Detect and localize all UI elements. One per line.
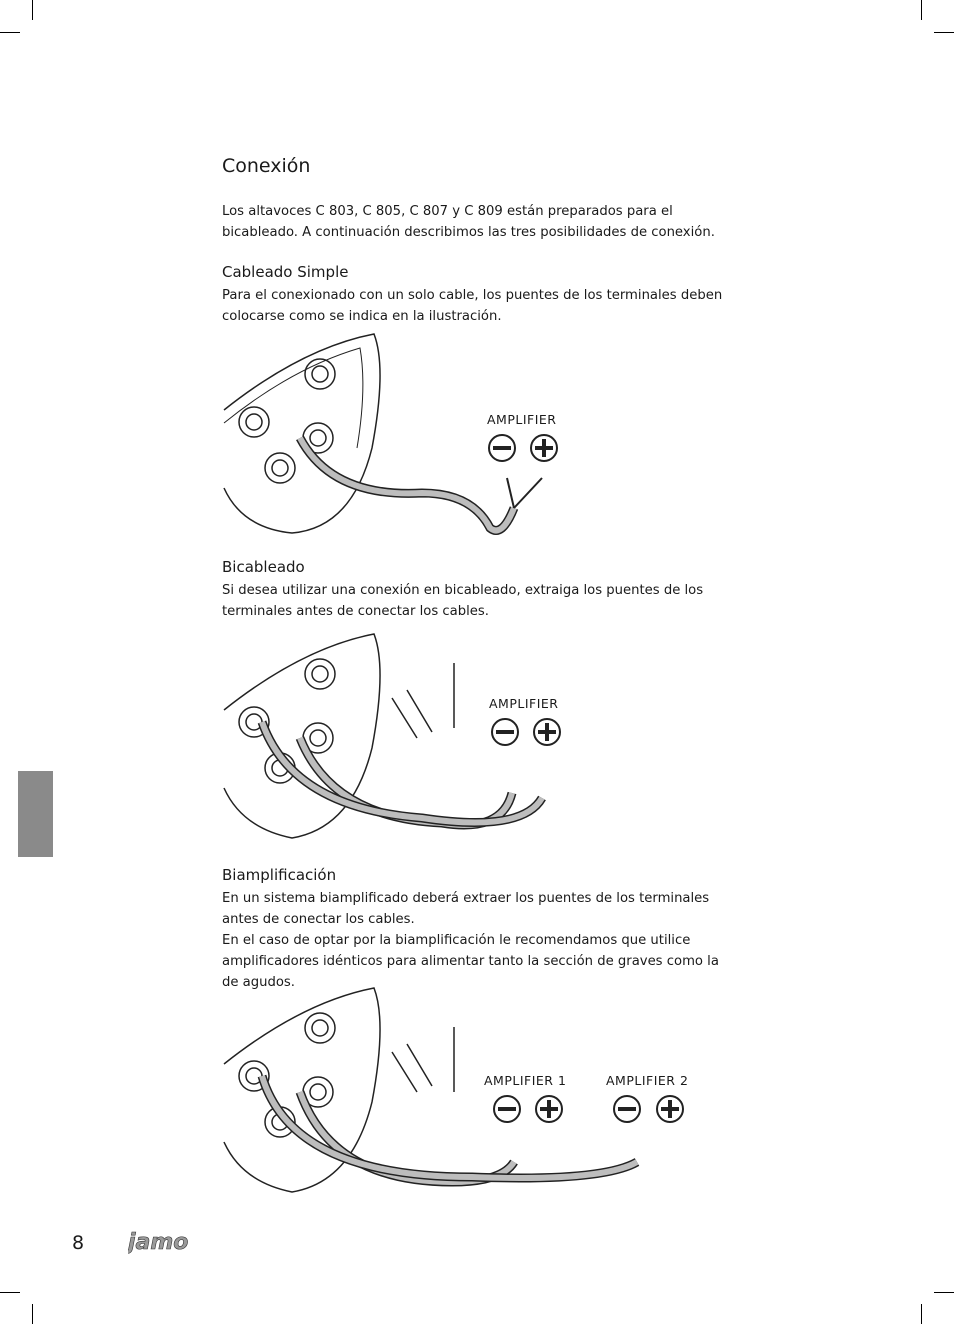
amplifier-label: AMPLIFIER — [487, 412, 557, 427]
section-body-simple: Para el conexionado con un solo cable, los puentes de los terminales deben colocarse como se indica en la ilustración. — [222, 288, 723, 324]
amplifier-label: AMPLIFIER — [489, 696, 559, 711]
plus-terminal-icon — [657, 1096, 683, 1122]
crop-mark — [32, 0, 33, 20]
plus-terminal-icon — [534, 719, 560, 745]
minus-terminal-icon — [492, 719, 518, 745]
single-wiring-diagram — [222, 328, 722, 538]
biwiring-diagram — [222, 628, 722, 843]
section-heading-simple: Cableado Simple — [222, 263, 349, 281]
intro-text: Los altavoces C 803, C 805, C 807 y C 809 están preparados para el bicableado. A continuación describimos las tres posibilidades de conexión. — [222, 204, 715, 240]
section-body-biwiring: Si desea utilizar una conexión en bicableado, extraiga los puentes de los terminales antes de conectar los cables. — [222, 583, 704, 619]
crop-mark — [934, 1292, 954, 1293]
logo-text: jamo — [128, 1230, 189, 1254]
section-body-biamp-2: En el caso de optar por la biamplificación le recomendamos que utilice amplificadores idénticos para alimentar tanto la sección de graves como la de agudos. — [222, 933, 719, 990]
minus-terminal-icon — [489, 435, 515, 461]
minus-terminal-icon — [494, 1096, 520, 1122]
plus-terminal-icon — [536, 1096, 562, 1122]
section-heading-biwiring: Bicableado — [222, 558, 305, 576]
crop-mark — [934, 32, 954, 33]
section-heading-biamp: Biamplificación — [222, 866, 337, 884]
amplifier-2-label: AMPLIFIER 2 — [606, 1073, 689, 1088]
plus-terminal-icon — [531, 435, 557, 461]
page-title: Conexión — [222, 155, 311, 177]
crop-mark — [32, 1304, 33, 1324]
crop-mark — [921, 0, 922, 20]
minus-terminal-icon — [614, 1096, 640, 1122]
crop-mark — [0, 1292, 20, 1293]
section-tab — [18, 771, 53, 857]
crop-mark — [0, 32, 20, 33]
jamo-logo — [128, 1230, 208, 1254]
page-number: 8 — [72, 1232, 85, 1254]
biamping-diagram — [222, 982, 722, 1197]
amplifier-1-label: AMPLIFIER 1 — [484, 1073, 567, 1088]
section-body-biamp: En un sistema biamplificado deberá extraer los puentes de los terminales antes de conectar los cables. — [222, 891, 710, 927]
crop-mark — [921, 1304, 922, 1324]
